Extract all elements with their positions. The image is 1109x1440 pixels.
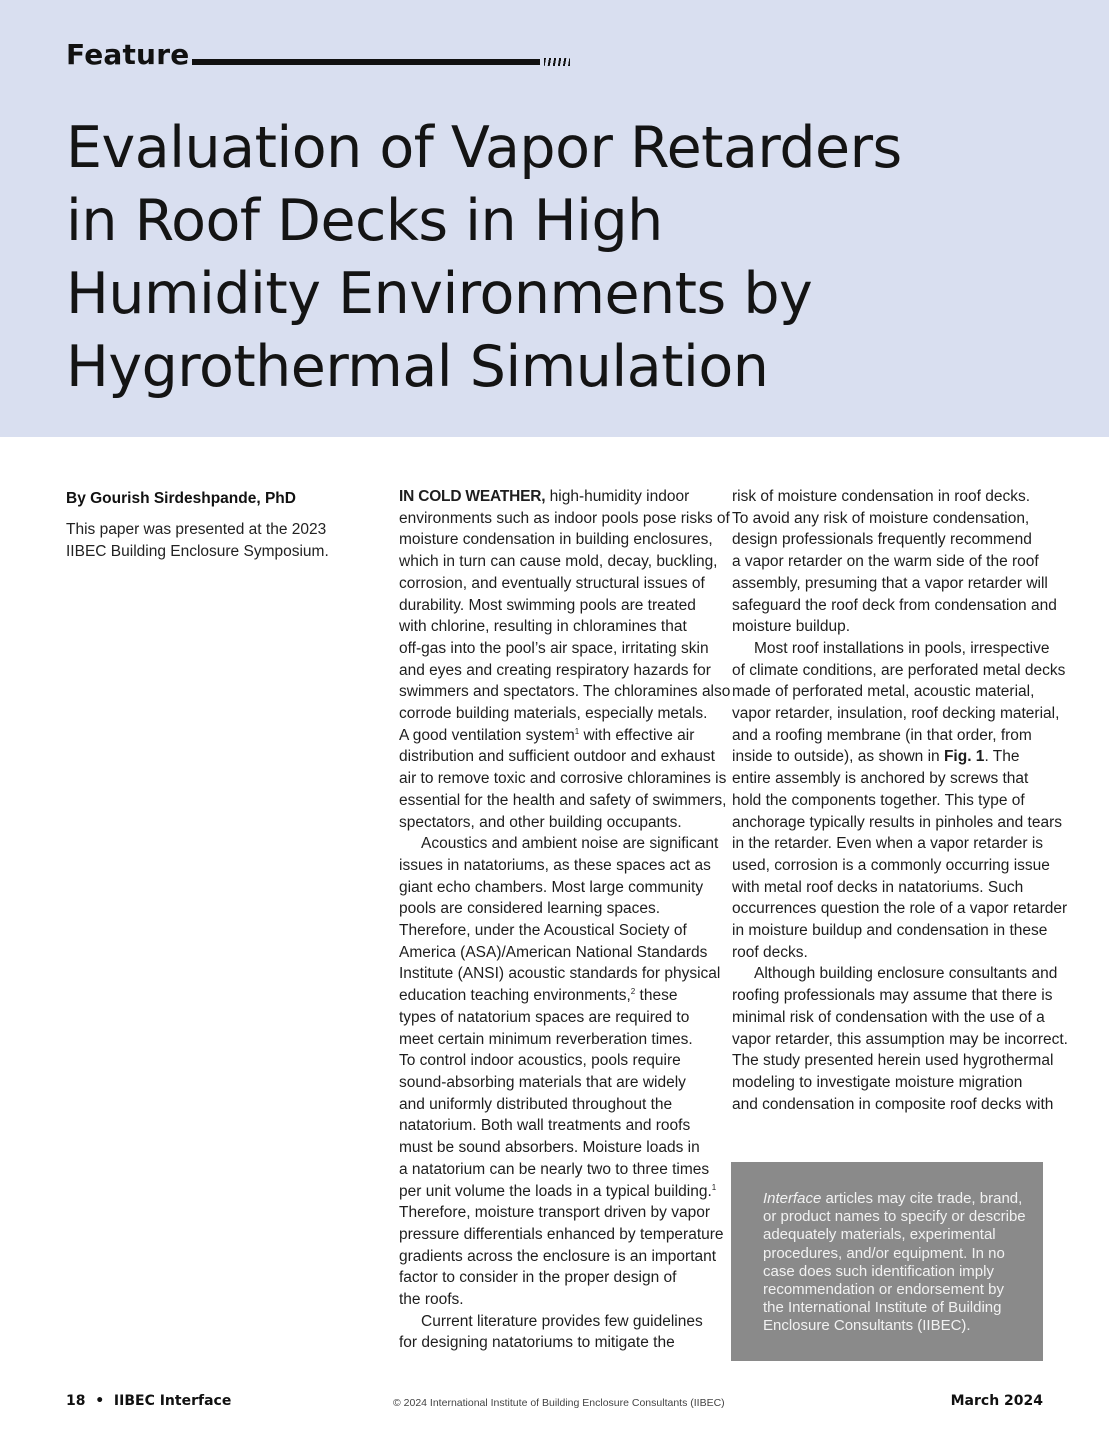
- body-line: and a roofing membrane (in that order, from: [732, 726, 1032, 744]
- body-line: Institute (ANSI) acoustic standards for physical: [399, 965, 721, 983]
- body-line: corrode building materials, especially metals.: [399, 705, 708, 723]
- body-line: must be sound absorbers. Moisture loads in: [399, 1139, 700, 1157]
- disclaimer-line: or product names to specify or describe: [763, 1208, 1026, 1226]
- section-rule: [192, 59, 540, 65]
- body-line: pressure differentials enhanced by temperature: [399, 1225, 724, 1243]
- title-line: Hygrothermal Simulation: [66, 334, 769, 400]
- disclaimer-line: the International Institute of Building: [763, 1299, 1002, 1317]
- body-line: vapor retarder, insulation, roof decking material,: [732, 705, 1060, 723]
- body-line: Although building enclosure consultants and: [754, 965, 1058, 983]
- body-line: Therefore, moisture transport driven by vapor: [399, 1204, 710, 1222]
- body-line: moisture condensation in building enclosures,: [399, 531, 713, 549]
- body-line: pools are considered learning spaces.: [399, 900, 661, 918]
- disclaimer-line: Interface articles may cite trade, brand,: [763, 1190, 1023, 1207]
- body-line: entire assembly is anchored by screws that: [732, 770, 1029, 788]
- body-line: IN COLD WEATHER, high-humidity indoor: [399, 488, 690, 505]
- body-line: spectators, and other building occupants.: [399, 813, 682, 831]
- body-line: modeling to investigate moisture migration: [732, 1073, 1023, 1091]
- section-rule-hatch: [544, 58, 570, 66]
- body-line: made of perforated metal, acoustic material,: [732, 683, 1035, 701]
- body-line: minimal risk of condensation with the use of a: [732, 1008, 1045, 1026]
- footer-issue-date: March 2024: [950, 1393, 1043, 1409]
- body-line: anchorage typically results in pinholes and tears: [732, 813, 1062, 831]
- body-line: air to remove toxic and corrosive chloramines is: [399, 770, 727, 788]
- author-byline: By Gourish Sirdeshpande, PhD: [66, 490, 296, 507]
- body-line: and uniformly distributed throughout the: [399, 1095, 673, 1113]
- title-line: Humidity Environments by: [66, 261, 813, 327]
- reference-1: 1: [574, 726, 580, 736]
- article-title: [66, 112, 1056, 404]
- body-line: roof decks.: [732, 943, 808, 961]
- presentation-note: This paper was presented at the 2023 IIBEC Building Enclosure Symposium.: [66, 521, 329, 560]
- body-line: in the retarder. Even when a vapor retarder is: [732, 835, 1044, 853]
- body-column-2: [732, 486, 1068, 1115]
- title-line: in Roof Decks in High: [66, 188, 663, 254]
- body-line: essential for the health and safety of swimmers,: [399, 791, 727, 809]
- body-line: off-gas into the pool’s air space, irritating skin: [399, 639, 709, 657]
- body-line: America (ASA)/American National Standards: [399, 943, 708, 961]
- body-line: swimmers and spectators. The chloramines also: [399, 683, 731, 701]
- body-line: factor to consider in the proper design of: [399, 1269, 677, 1287]
- disclaimer-line: adequately materials, experimental: [763, 1226, 996, 1244]
- body-line: assembly, presuming that a vapor retarder will: [732, 574, 1048, 592]
- body-line: the roofs.: [399, 1291, 464, 1309]
- title-line: Evaluation of Vapor Retarders: [66, 115, 902, 181]
- body-line: giant echo chambers. Most large community: [399, 878, 704, 896]
- body-line: with chlorine, resulting in chloramines that: [399, 618, 687, 636]
- body-line: roofing professionals may assume that there is: [732, 987, 1053, 1005]
- body-line: durability. Most swimming pools are treated: [399, 596, 696, 614]
- body-line: safeguard the roof deck from condensation and: [732, 596, 1057, 614]
- body-line: design professionals frequently recommend: [732, 531, 1032, 549]
- body-line: education teaching environments,$^2$ these: [399, 987, 678, 1005]
- footer-page-publication: 18 • IIBEC Interface: [66, 1393, 232, 1409]
- body-line: natatorium. Both wall treatments and roofs: [399, 1117, 691, 1135]
- body-line: distribution and sufficient outdoor and exhaust: [399, 748, 715, 766]
- body-line: of climate conditions, are perforated metal decks: [732, 661, 1066, 679]
- body-line: Acoustics and ambient noise are significant: [421, 835, 719, 853]
- body-line: with metal roof decks in natatoriums. Such: [732, 878, 1024, 896]
- footer-copyright: © 2024 International Institute of Building Enclosure Consultants (IIBEC): [393, 1397, 725, 1409]
- body-line: in moisture buildup and condensation in these: [732, 922, 1048, 940]
- body-line: environments such as indoor pools pose risks of: [399, 509, 730, 527]
- body-line: occurrences question the role of a vapor retarder: [732, 900, 1068, 918]
- body-line: sound-absorbing materials that are widely: [399, 1073, 686, 1091]
- disclaimer-line: procedures, and/or equipment. In no: [763, 1244, 1005, 1262]
- body-line: Current literature provides few guidelines: [421, 1312, 703, 1330]
- disclaimer-line: Enclosure Consultants (IIBEC).: [763, 1317, 971, 1335]
- body-line: a vapor retarder on the warm side of the roof: [732, 553, 1039, 571]
- body-line: hold the components together. This type of: [732, 791, 1025, 809]
- body-line: per unit volume the loads in a typical building.$^1$: [399, 1182, 717, 1200]
- lead-in: IN COLD WEATHER,: [399, 488, 546, 505]
- body-line: and condensation in composite roof decks with: [732, 1095, 1054, 1113]
- body-line: A good ventilation system$^1$ with effective air: [399, 726, 695, 744]
- reference-2: 2: [630, 987, 636, 997]
- body-line: which in turn can cause mold, decay, buckling,: [399, 553, 718, 571]
- body-line: and eyes and creating respiratory hazards for: [399, 661, 711, 679]
- figure-reference: Fig. 1: [943, 748, 985, 766]
- body-line: moisture buildup.: [732, 618, 851, 636]
- disclaimer-box: [731, 1162, 1043, 1361]
- body-line: corrosion, and eventually structural issues of: [399, 574, 705, 592]
- body-column-1: [399, 486, 731, 1354]
- disclaimer-line: case does such identification imply: [763, 1262, 994, 1280]
- body-line: issues in natatoriums, as these spaces act as: [399, 856, 711, 874]
- section-label: Feature: [66, 38, 190, 71]
- reference-1: 1: [711, 1182, 717, 1192]
- body-line: gradients across the enclosure is an important: [399, 1247, 717, 1265]
- body-line: a natatorium can be nearly two to three times: [399, 1160, 710, 1178]
- body-line: for designing natatoriums to mitigate the: [399, 1334, 675, 1352]
- body-line: Therefore, under the Acoustical Society of: [399, 922, 687, 940]
- body-line: types of natatorium spaces are required to: [399, 1008, 690, 1026]
- body-line: meet certain minimum reverberation times.: [399, 1030, 693, 1048]
- body-line: To avoid any risk of moisture condensation,: [732, 509, 1030, 527]
- body-line: inside to outside), as shown in Fig. 1. The: [732, 748, 1020, 766]
- body-line: risk of moisture condensation in roof decks.: [732, 488, 1031, 505]
- body-line: To control indoor acoustics, pools require: [399, 1052, 681, 1070]
- body-line: vapor retarder, this assumption may be incorrect.: [732, 1030, 1068, 1048]
- body-line: used, corrosion is a commonly occurring issue: [732, 856, 1050, 874]
- disclaimer-line: recommendation or endorsement by: [763, 1281, 1004, 1299]
- body-line: The study presented herein used hygrothermal: [732, 1052, 1054, 1070]
- body-line: Most roof installations in pools, irrespective: [754, 639, 1050, 657]
